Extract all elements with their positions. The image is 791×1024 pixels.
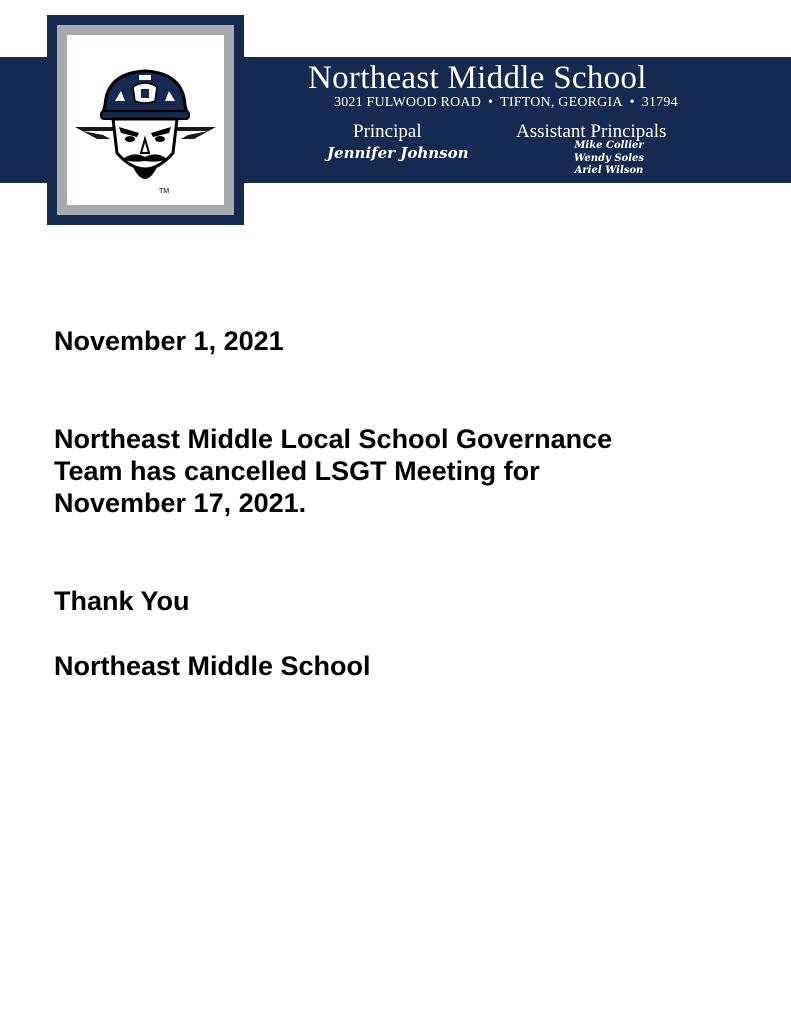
assistant-principal-name: Ariel Wilson — [574, 165, 644, 176]
logo-frame — [47, 15, 244, 225]
school-address — [334, 95, 678, 111]
address-zip: 31794 — [641, 95, 678, 110]
address-street: 3021 FULWOOD ROAD — [334, 95, 482, 110]
principal-heading: Principal — [353, 121, 422, 142]
letter-signature: Northeast Middle School — [54, 651, 371, 681]
bullet-icon: • — [629, 95, 635, 110]
mascot-logo-icon — [67, 35, 224, 205]
logo-border — [57, 25, 234, 215]
trademark-mark: TM — [159, 188, 170, 195]
message-line: November 17, 2021. — [54, 488, 307, 518]
assistant-principal-name: Mike Collier — [574, 140, 644, 151]
message-line: Northeast Middle Local School Governance — [54, 424, 613, 454]
assistant-principal-name: Wendy Soles — [573, 152, 644, 164]
school-name: Northeast Middle School — [308, 60, 647, 96]
principal-name: Jennifer Johnson — [327, 144, 469, 162]
bullet-icon: • — [488, 95, 494, 110]
school-logo — [67, 35, 224, 205]
letter-closing: Thank You — [54, 586, 190, 616]
address-city: TIFTON, GEORGIA — [500, 95, 623, 110]
assistant-principals-list — [560, 140, 658, 178]
assistant-principals-heading: Assistant Principals — [516, 121, 667, 142]
letter-message — [54, 423, 754, 519]
letter-date: November 1, 2021 — [54, 326, 284, 356]
message-line: Team has cancelled LSGT Meeting for — [54, 456, 540, 486]
